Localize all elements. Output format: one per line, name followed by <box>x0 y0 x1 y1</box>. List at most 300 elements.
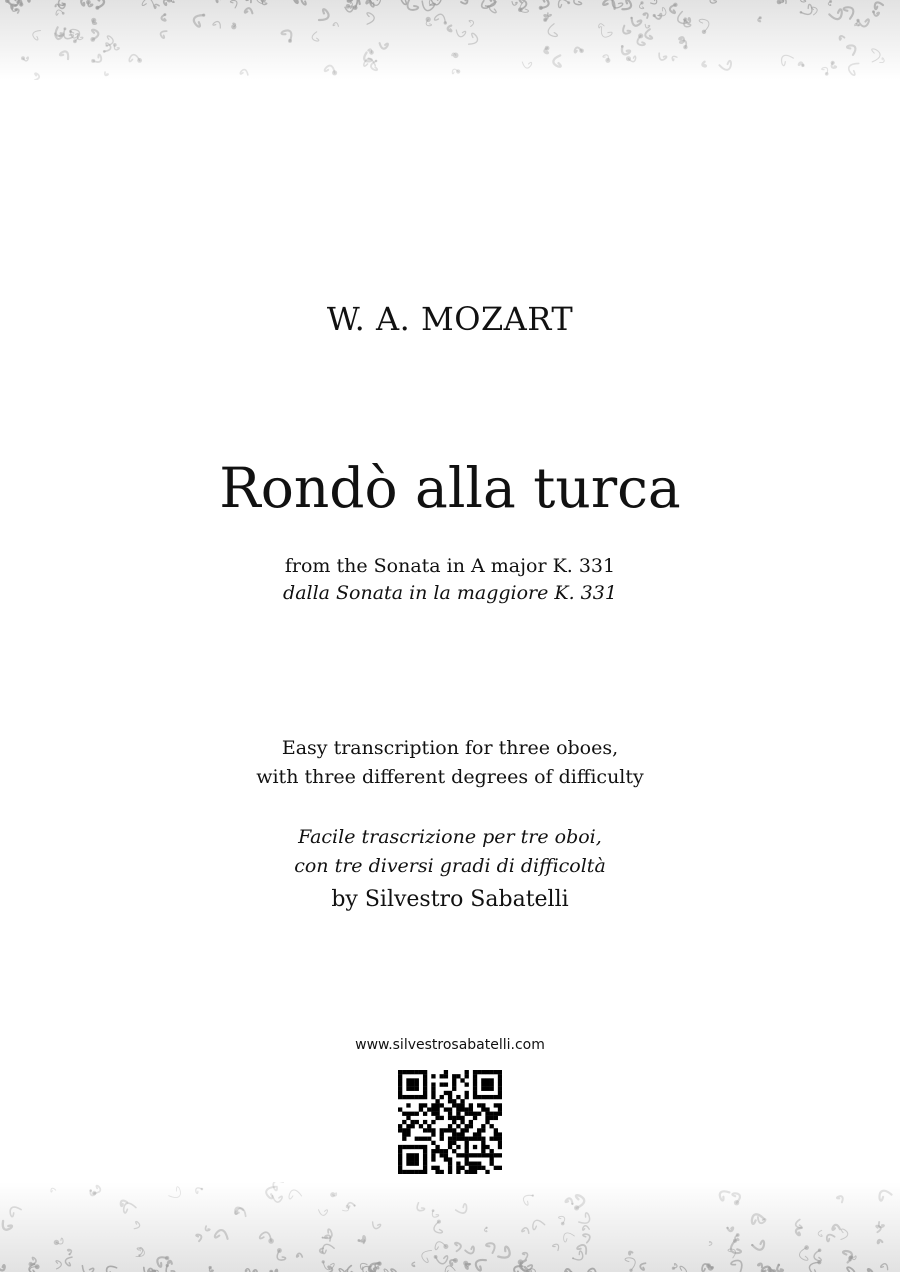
qr-module <box>477 1153 481 1157</box>
ornament-dot <box>86 0 91 5</box>
qr-module <box>498 1137 502 1141</box>
qr-module <box>431 1087 435 1091</box>
qr-module <box>419 1170 423 1174</box>
ornament-dot <box>829 0 832 3</box>
ornament-dot <box>432 1209 435 1212</box>
ornament-dot <box>91 59 95 63</box>
qr-module <box>452 1078 456 1082</box>
qr-module <box>423 1162 427 1166</box>
qr-module <box>435 1099 439 1103</box>
qr-module <box>485 1087 489 1091</box>
qr-module <box>398 1078 402 1082</box>
qr-module <box>473 1082 477 1086</box>
qr-module <box>452 1074 456 1078</box>
qr-module <box>402 1120 406 1124</box>
qr-module <box>423 1153 427 1157</box>
qr-module <box>415 1162 419 1166</box>
qr-module <box>415 1120 419 1124</box>
qr-module <box>402 1132 406 1136</box>
qr-module <box>435 1116 439 1120</box>
qr-module <box>406 1078 410 1082</box>
qr-module <box>498 1095 502 1099</box>
ornament-dot <box>736 1233 740 1237</box>
qr-module <box>498 1091 502 1095</box>
ornament-dot <box>545 46 550 51</box>
qr-module <box>498 1074 502 1078</box>
qr-module <box>448 1137 452 1141</box>
ornament-dot <box>277 1248 282 1253</box>
qr-module <box>431 1128 435 1132</box>
qr-module <box>444 1153 448 1157</box>
qr-module <box>444 1082 448 1086</box>
ornament-dot <box>62 12 65 15</box>
qr-code[interactable] <box>398 1070 502 1174</box>
qr-module <box>423 1120 427 1124</box>
qr-module <box>423 1074 427 1078</box>
qr-module <box>415 1070 419 1074</box>
qr-module <box>406 1157 410 1161</box>
qr-module <box>485 1116 489 1120</box>
qr-module <box>440 1137 444 1141</box>
qr-module <box>410 1095 414 1099</box>
qr-module <box>473 1078 477 1082</box>
qr-module <box>410 1153 414 1157</box>
qr-module <box>465 1170 469 1174</box>
ornament-dot <box>453 1258 458 1263</box>
qr-module <box>423 1087 427 1091</box>
qr-module <box>481 1082 485 1086</box>
qr-module <box>402 1170 406 1174</box>
qr-module <box>398 1166 402 1170</box>
qr-module <box>440 1149 444 1153</box>
ornament-dot <box>532 1194 534 1196</box>
piece-title: Rondò alla turca <box>219 456 681 520</box>
qr-module <box>477 1132 481 1136</box>
qr-module <box>465 1157 469 1161</box>
qr-module <box>423 1128 427 1132</box>
qr-module <box>456 1170 460 1174</box>
qr-module <box>494 1103 498 1107</box>
qr-module <box>440 1170 444 1174</box>
qr-module <box>460 1120 464 1124</box>
ornament-dot <box>518 1259 524 1265</box>
qr-module <box>398 1162 402 1166</box>
qr-module <box>460 1107 464 1111</box>
ornament-dot <box>567 1 570 4</box>
qr-module <box>490 1162 494 1166</box>
qr-module <box>435 1166 439 1170</box>
qr-module <box>406 1112 410 1116</box>
qr-module <box>415 1170 419 1174</box>
qr-module <box>494 1166 498 1170</box>
ornament-dot <box>113 43 117 47</box>
qr-module <box>465 1091 469 1095</box>
qr-module <box>469 1137 473 1141</box>
description-english-line-2: with three different degrees of difficulty <box>256 766 644 788</box>
qr-module <box>490 1116 494 1120</box>
qr-module <box>415 1137 419 1141</box>
qr-module <box>465 1082 469 1086</box>
qr-module <box>456 1166 460 1170</box>
ornament-dot <box>346 4 351 9</box>
qr-module <box>465 1107 469 1111</box>
ornament-dot <box>456 69 460 73</box>
qr-module <box>406 1116 410 1120</box>
ornament-dot <box>163 13 166 16</box>
qr-module <box>435 1112 439 1116</box>
qr-module <box>473 1132 477 1136</box>
qr-module <box>469 1153 473 1157</box>
qr-module <box>431 1153 435 1157</box>
ornament-dot <box>322 1260 325 1263</box>
subtitle-english: from the Sonata in A major K. 331 <box>284 555 616 577</box>
qr-module <box>448 1141 452 1145</box>
arranger-credit: by Silvestro Sabatelli <box>331 887 569 912</box>
qr-module <box>460 1137 464 1141</box>
qr-module <box>406 1153 410 1157</box>
ornament-dot <box>605 58 610 63</box>
ornament-dot <box>166 1264 169 1267</box>
qr-module <box>490 1082 494 1086</box>
ornament-dot <box>579 49 584 54</box>
qr-module <box>423 1082 427 1086</box>
qr-module <box>490 1087 494 1091</box>
ornament-dot <box>437 1220 441 1224</box>
qr-module <box>481 1166 485 1170</box>
ornament-dot <box>800 11 803 14</box>
ornament-dot <box>734 1200 739 1205</box>
ornament-dot <box>68 1253 70 1255</box>
ornament-dot <box>574 1205 579 1210</box>
qr-module <box>469 1120 473 1124</box>
qr-module <box>435 1107 439 1111</box>
ornament-dot <box>138 1254 140 1256</box>
qr-module <box>406 1070 410 1074</box>
ornament-dot <box>354 1205 356 1207</box>
qr-module <box>481 1124 485 1128</box>
ornament-dot <box>201 1188 204 1191</box>
qr-module <box>431 1166 435 1170</box>
top-ornamental-border <box>0 0 900 80</box>
ornament-dot <box>818 1249 822 1253</box>
ornament-dot <box>621 45 624 48</box>
qr-module <box>477 1095 481 1099</box>
ornament-dot <box>733 1239 737 1243</box>
qr-module <box>490 1137 494 1141</box>
ornament-dot <box>702 30 706 34</box>
ornament-dot <box>426 17 431 22</box>
qr-module <box>469 1170 473 1174</box>
qr-module <box>456 1137 460 1141</box>
qr-module <box>410 1087 414 1091</box>
qr-module <box>452 1087 456 1091</box>
qr-module <box>406 1132 410 1136</box>
qr-module <box>481 1070 485 1074</box>
qr-module <box>490 1078 494 1082</box>
qr-module <box>465 1128 469 1132</box>
qr-module <box>460 1166 464 1170</box>
qr-module <box>444 1091 448 1095</box>
qr-module <box>477 1112 481 1116</box>
ornament-dot <box>91 18 96 23</box>
ornament-dot <box>54 1240 59 1245</box>
ornament-dot <box>778 1264 781 1267</box>
qr-module <box>431 1120 435 1124</box>
qr-module <box>490 1124 494 1128</box>
qr-module <box>452 1082 456 1086</box>
qr-module <box>452 1128 456 1132</box>
qr-module <box>465 1141 469 1145</box>
qr-code-icon <box>398 1070 502 1174</box>
ornament-dot <box>640 1 643 4</box>
qr-module <box>431 1112 435 1116</box>
ornament-dot <box>539 6 543 10</box>
qr-module <box>415 1078 419 1082</box>
top-ornament-swirls <box>0 0 900 80</box>
ornament-dot <box>377 1262 381 1266</box>
qr-module <box>494 1137 498 1141</box>
bottom-ornament-swirls <box>0 1182 900 1272</box>
qr-module <box>473 1112 477 1116</box>
qr-module <box>410 1082 414 1086</box>
qr-module <box>419 1095 423 1099</box>
qr-module <box>465 1070 469 1074</box>
qr-module <box>490 1149 494 1153</box>
qr-module <box>431 1091 435 1095</box>
qr-module <box>444 1149 448 1153</box>
ornament-dot <box>330 1192 335 1197</box>
description-italian-line-2: con tre diversi gradi di difficoltà <box>294 855 606 877</box>
qr-module <box>423 1145 427 1149</box>
qr-module <box>431 1095 435 1099</box>
qr-module <box>410 1078 414 1082</box>
qr-module <box>423 1112 427 1116</box>
qr-module <box>410 1124 414 1128</box>
qr-module <box>398 1070 402 1074</box>
qr-module <box>481 1103 485 1107</box>
ornament-dot <box>673 3 677 7</box>
qr-module <box>477 1103 481 1107</box>
qr-module <box>410 1120 414 1124</box>
qr-module <box>494 1112 498 1116</box>
ornament-dot <box>434 1255 438 1259</box>
qr-module <box>448 1145 452 1149</box>
qr-module <box>469 1162 473 1166</box>
qr-module <box>498 1078 502 1082</box>
qr-module <box>481 1141 485 1145</box>
qr-module <box>473 1091 477 1095</box>
qr-module <box>498 1132 502 1136</box>
qr-module <box>431 1107 435 1111</box>
composer-name: W. A. MOZART <box>326 300 574 338</box>
qr-module <box>498 1087 502 1091</box>
qr-module <box>406 1095 410 1099</box>
qr-module <box>398 1124 402 1128</box>
qr-module <box>494 1116 498 1120</box>
ornament-dot <box>288 39 292 43</box>
qr-module <box>406 1087 410 1091</box>
qr-module <box>452 1132 456 1136</box>
qr-module <box>410 1145 414 1149</box>
qr-module <box>448 1166 452 1170</box>
qr-module <box>481 1153 485 1157</box>
ornament-dot <box>268 1238 274 1244</box>
qr-module <box>431 1141 435 1145</box>
qr-module <box>498 1141 502 1145</box>
qr-module <box>415 1157 419 1161</box>
ornament-dot <box>63 27 66 30</box>
qr-module <box>415 1082 419 1086</box>
qr-module <box>452 1120 456 1124</box>
qr-module <box>435 1170 439 1174</box>
qr-module <box>440 1132 444 1136</box>
qr-module <box>398 1153 402 1157</box>
qr-module <box>431 1103 435 1107</box>
qr-module <box>494 1128 498 1132</box>
qr-module <box>406 1124 410 1128</box>
qr-module <box>415 1095 419 1099</box>
ornament-dot <box>353 5 358 10</box>
qr-module <box>494 1132 498 1136</box>
ornament-dot <box>572 1257 574 1259</box>
qr-module <box>456 1116 460 1120</box>
qr-module <box>419 1137 423 1141</box>
qr-module <box>402 1070 406 1074</box>
qr-module <box>444 1157 448 1161</box>
qr-module <box>402 1145 406 1149</box>
qr-module <box>410 1070 414 1074</box>
qr-module <box>485 1095 489 1099</box>
qr-module <box>498 1153 502 1157</box>
qr-module <box>460 1116 464 1120</box>
qr-module <box>469 1124 473 1128</box>
qr-module <box>460 1103 464 1107</box>
qr-module <box>465 1112 469 1116</box>
website-link[interactable]: www.silvestrosabatelli.com <box>355 1037 545 1053</box>
qr-module <box>406 1145 410 1149</box>
ornament-dot <box>849 1255 853 1259</box>
qr-module <box>398 1087 402 1091</box>
qr-module <box>469 1112 473 1116</box>
qr-module <box>469 1103 473 1107</box>
qr-module <box>452 1099 456 1103</box>
ornament-dot <box>518 7 523 12</box>
ornament-dot <box>95 6 99 10</box>
qr-module <box>435 1103 439 1107</box>
qr-module <box>419 1103 423 1107</box>
qr-module <box>498 1166 502 1170</box>
ornament-dot <box>543 18 547 22</box>
qr-module <box>477 1070 481 1074</box>
qr-module <box>469 1166 473 1170</box>
qr-module <box>473 1095 477 1099</box>
ornament-dot <box>626 56 631 61</box>
qr-module <box>448 1107 452 1111</box>
qr-module <box>427 1128 431 1132</box>
qr-module <box>485 1145 489 1149</box>
qr-module <box>473 1153 477 1157</box>
qr-module <box>456 1095 460 1099</box>
qr-module <box>448 1157 452 1161</box>
qr-module <box>448 1095 452 1099</box>
ornament-dot <box>759 16 762 19</box>
qr-module <box>419 1124 423 1128</box>
ornament-dot <box>35 1264 40 1269</box>
qr-module <box>402 1112 406 1116</box>
qr-module <box>477 1162 481 1166</box>
ornament-dot <box>485 1227 487 1229</box>
qr-module <box>485 1078 489 1082</box>
ornament-dot <box>357 1239 360 1242</box>
qr-module <box>456 1074 460 1078</box>
bottom-ornamental-border <box>0 1182 900 1272</box>
qr-module <box>402 1095 406 1099</box>
qr-module <box>498 1107 502 1111</box>
qr-module <box>473 1170 477 1174</box>
ornament-dot <box>711 1267 714 1270</box>
qr-module <box>406 1103 410 1107</box>
qr-module <box>419 1107 423 1111</box>
qr-module <box>448 1162 452 1166</box>
qr-module <box>406 1162 410 1166</box>
qr-module <box>448 1116 452 1120</box>
ornament-dot <box>92 1191 96 1195</box>
ornament-dot <box>856 19 859 22</box>
qr-module <box>490 1070 494 1074</box>
qr-module <box>473 1087 477 1091</box>
qr-module <box>485 1153 489 1157</box>
qr-module <box>431 1082 435 1086</box>
qr-module <box>440 1082 444 1086</box>
qr-module <box>431 1132 435 1136</box>
qr-module <box>415 1145 419 1149</box>
qr-module <box>431 1149 435 1153</box>
qr-module <box>481 1095 485 1099</box>
ornament-dot <box>137 58 142 63</box>
qr-module <box>498 1112 502 1116</box>
ornament-dot <box>831 61 835 65</box>
qr-module <box>481 1149 485 1153</box>
qr-module <box>465 1095 469 1099</box>
qr-module <box>435 1149 439 1153</box>
qr-module <box>473 1162 477 1166</box>
qr-module <box>481 1087 485 1091</box>
qr-module <box>415 1153 419 1157</box>
qr-module <box>473 1074 477 1078</box>
qr-module <box>494 1070 498 1074</box>
qr-module <box>456 1145 460 1149</box>
qr-module <box>398 1107 402 1111</box>
ornament-dot <box>90 37 95 42</box>
description-italian-line-1: Facile trascrizione per tre oboi, <box>298 826 602 848</box>
ornament-swirl <box>168 1261 172 1264</box>
qr-module <box>477 1166 481 1170</box>
qr-module <box>456 1112 460 1116</box>
description-english-line-1: Easy transcription for three oboes, <box>281 737 619 759</box>
qr-module <box>419 1070 423 1074</box>
qr-module <box>469 1107 473 1111</box>
ornament-dot <box>630 17 632 19</box>
qr-module <box>456 1162 460 1166</box>
ornament-dot <box>332 70 337 75</box>
qr-module <box>423 1149 427 1153</box>
qr-module <box>481 1145 485 1149</box>
qr-module <box>444 1128 448 1132</box>
ornament-swirl <box>702 62 705 67</box>
qr-module <box>490 1153 494 1157</box>
qr-module <box>423 1070 427 1074</box>
ornament-dot <box>872 10 875 13</box>
